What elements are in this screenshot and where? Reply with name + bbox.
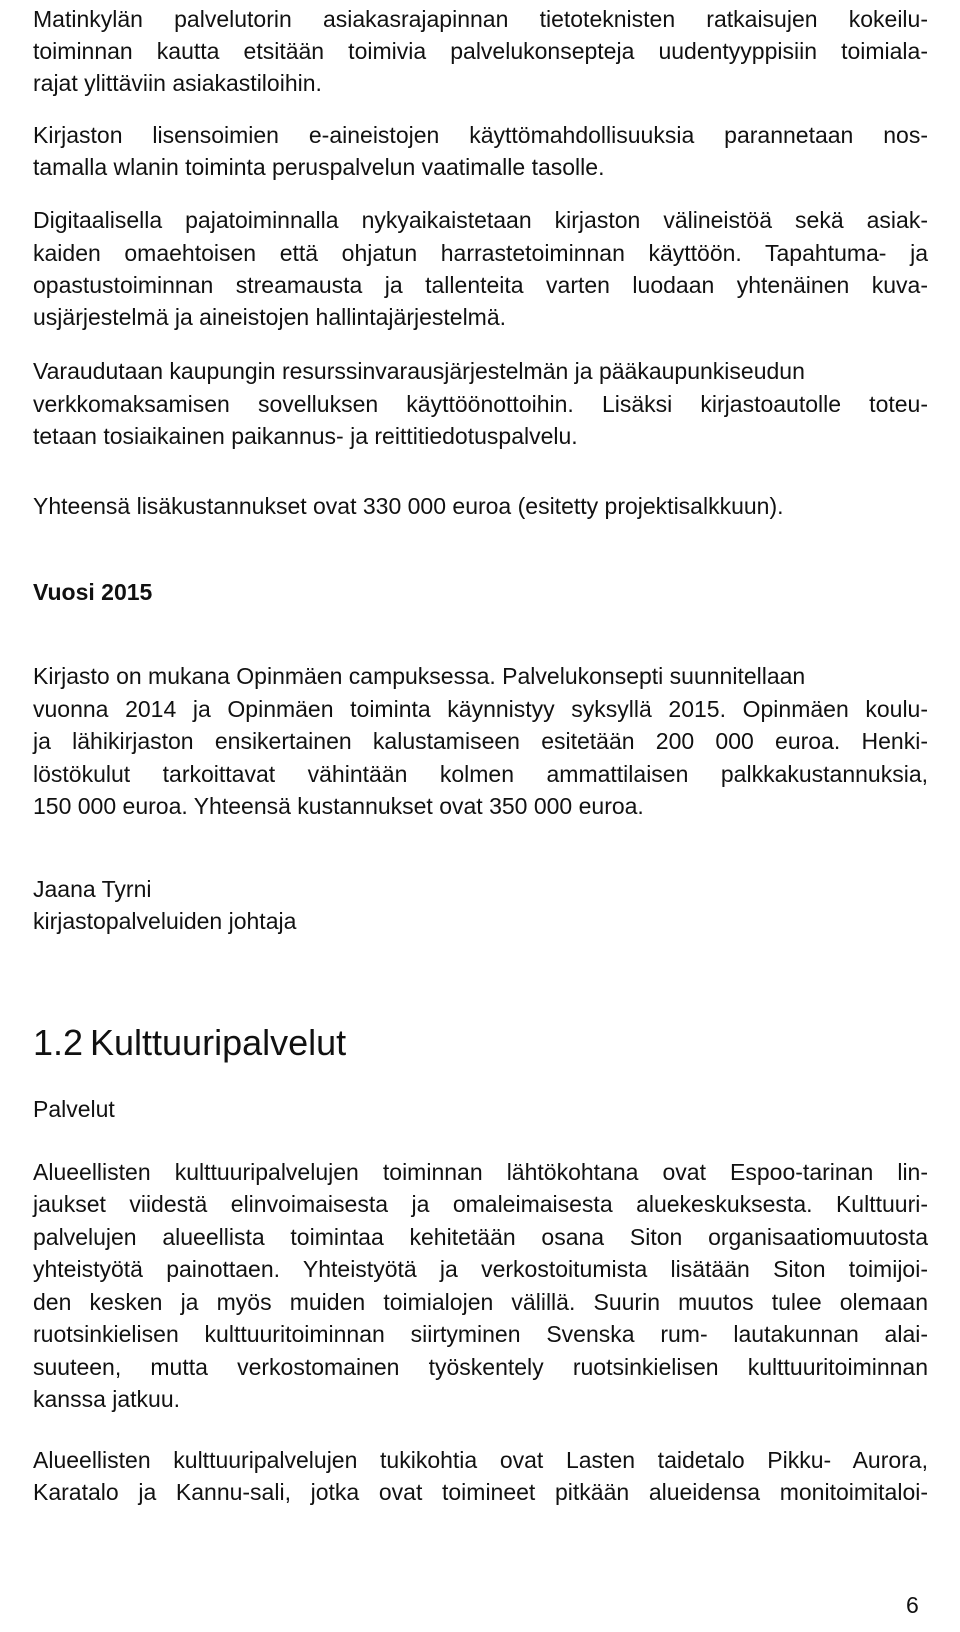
paragraph-7-line-3: palvelujen alueellista toimintaa kehitetään osana Siton organisaatiomuutosta <box>33 1224 928 1250</box>
paragraph-7-line-2: jaukset viidestä elinvoimaisesta ja omaleimaisesta aluekeskuksesta. Kulttuuri- <box>33 1191 928 1217</box>
paragraph-4-line-1: Varaudutaan kaupungin resurssinvarausjärjestelmän ja pääkaupunkiseudun <box>33 358 805 384</box>
paragraph-4-line-3: tetaan tosiaikainen paikannus- ja reittitiedotuspalvelu. <box>33 423 578 449</box>
paragraph-7-line-4: yhteistyötä painottaen. Yhteistyötä ja verkostoitumista lisätään Siton toimijoi- <box>33 1256 928 1282</box>
paragraph-3-line-1: Digitaalisella pajatoiminnalla nykyaikaistetaan kirjaston välineistöä sekä asiak- <box>33 207 928 233</box>
paragraph-7-line-1: Alueellisten kulttuuripalvelujen toiminnan lähtökohtana ovat Espoo-tarinan lin- <box>33 1159 928 1185</box>
paragraph-2-line-1: Kirjaston lisensoimien e-aineistojen käyttömahdollisuuksia parannetaan nos- <box>33 122 928 148</box>
paragraph-8-line-2: Karatalo ja Kannu-sali, jotka ovat toimineet pitkään alueidensa monitoimitaloi- <box>33 1479 928 1505</box>
paragraph-7-line-6: ruotsinkielisen kulttuuritoiminnan siirtyminen Svenska rum- lautakunnan alai- <box>33 1321 928 1347</box>
paragraph-1-line-3: rajat ylittäviin asiakastiloihin. <box>33 70 322 96</box>
paragraph-1-line-2: toiminnan kautta etsitään toimivia palvelukonsepteja uudentyyppisiin toimiala- <box>33 38 928 64</box>
paragraph-6-line-4: löstökulut tarkoittavat vähintään kolmen ammattilaisen palkkakustannuksia, <box>33 761 928 787</box>
paragraph-5-line-1: Yhteensä lisäkustannukset ovat 330 000 euroa (esitetty projektisalkkuun). <box>33 493 784 519</box>
paragraph-3-line-4: usjärjestelmä ja aineistojen hallintajärjestelmä. <box>33 304 507 330</box>
paragraph-3-line-3: opastustoiminnan streamausta ja tallenteita varten luodaan yhtenäinen kuva- <box>33 272 928 298</box>
paragraph-6-line-5: 150 000 euroa. Yhteensä kustannukset ovat 350 000 euroa. <box>33 793 644 819</box>
page-number: 6 <box>906 1592 919 1618</box>
paragraph-6-line-2: vuonna 2014 ja Opinmäen toiminta käynnistyy syksyllä 2015. Opinmäen koulu- <box>33 696 928 722</box>
section-heading-year: Vuosi 2015 <box>33 579 153 605</box>
paragraph-7-line-5: den kesken ja myös muiden toimialojen välillä. Suurin muutos tulee olemaan <box>33 1289 928 1315</box>
section-number: 1.2 <box>33 1022 84 1063</box>
paragraph-6-line-3: ja lähikirjaston ensikertainen kalustamiseen esitetään 200 000 euroa. Henki- <box>33 728 928 754</box>
section-title: Kulttuuripalvelut <box>90 1022 347 1063</box>
paragraph-2-line-2: tamalla wlanin toiminta peruspalvelun vaatimalle tasolle. <box>33 154 605 180</box>
paragraph-7-line-7: suuteen, mutta verkostomainen työskentely ruotsinkielisen kulttuuritoiminnan <box>33 1354 928 1380</box>
paragraph-4-line-2: verkkomaksamisen sovelluksen käyttöönottoihin. Lisäksi kirjastoautolle toteu- <box>33 391 928 417</box>
paragraph-3-line-2: kaiden omaehtoisen että ohjatun harrastetoiminnan käyttöön. Tapahtuma- ja <box>33 240 928 266</box>
paragraph-1-line-1: Matinkylän palvelutorin asiakasrajapinnan tietoteknisten ratkaisujen kokeilu- <box>33 6 928 32</box>
paragraph-7-line-8: kanssa jatkuu. <box>33 1386 181 1412</box>
section-heading-1-2 <box>33 1023 928 1063</box>
paragraph-6-line-1: Kirjasto on mukana Opinmäen campuksessa. Palvelukonsepti suunnitellaan <box>33 663 806 689</box>
paragraph-8-line-1: Alueellisten kulttuuripalvelujen tukikohtia ovat Lasten taidetalo Pikku- Aurora, <box>33 1447 928 1473</box>
signature-name: Jaana Tyrni <box>33 876 152 902</box>
signature-title: kirjastopalveluiden johtaja <box>33 908 297 934</box>
subheading-palvelut: Palvelut <box>33 1096 115 1122</box>
